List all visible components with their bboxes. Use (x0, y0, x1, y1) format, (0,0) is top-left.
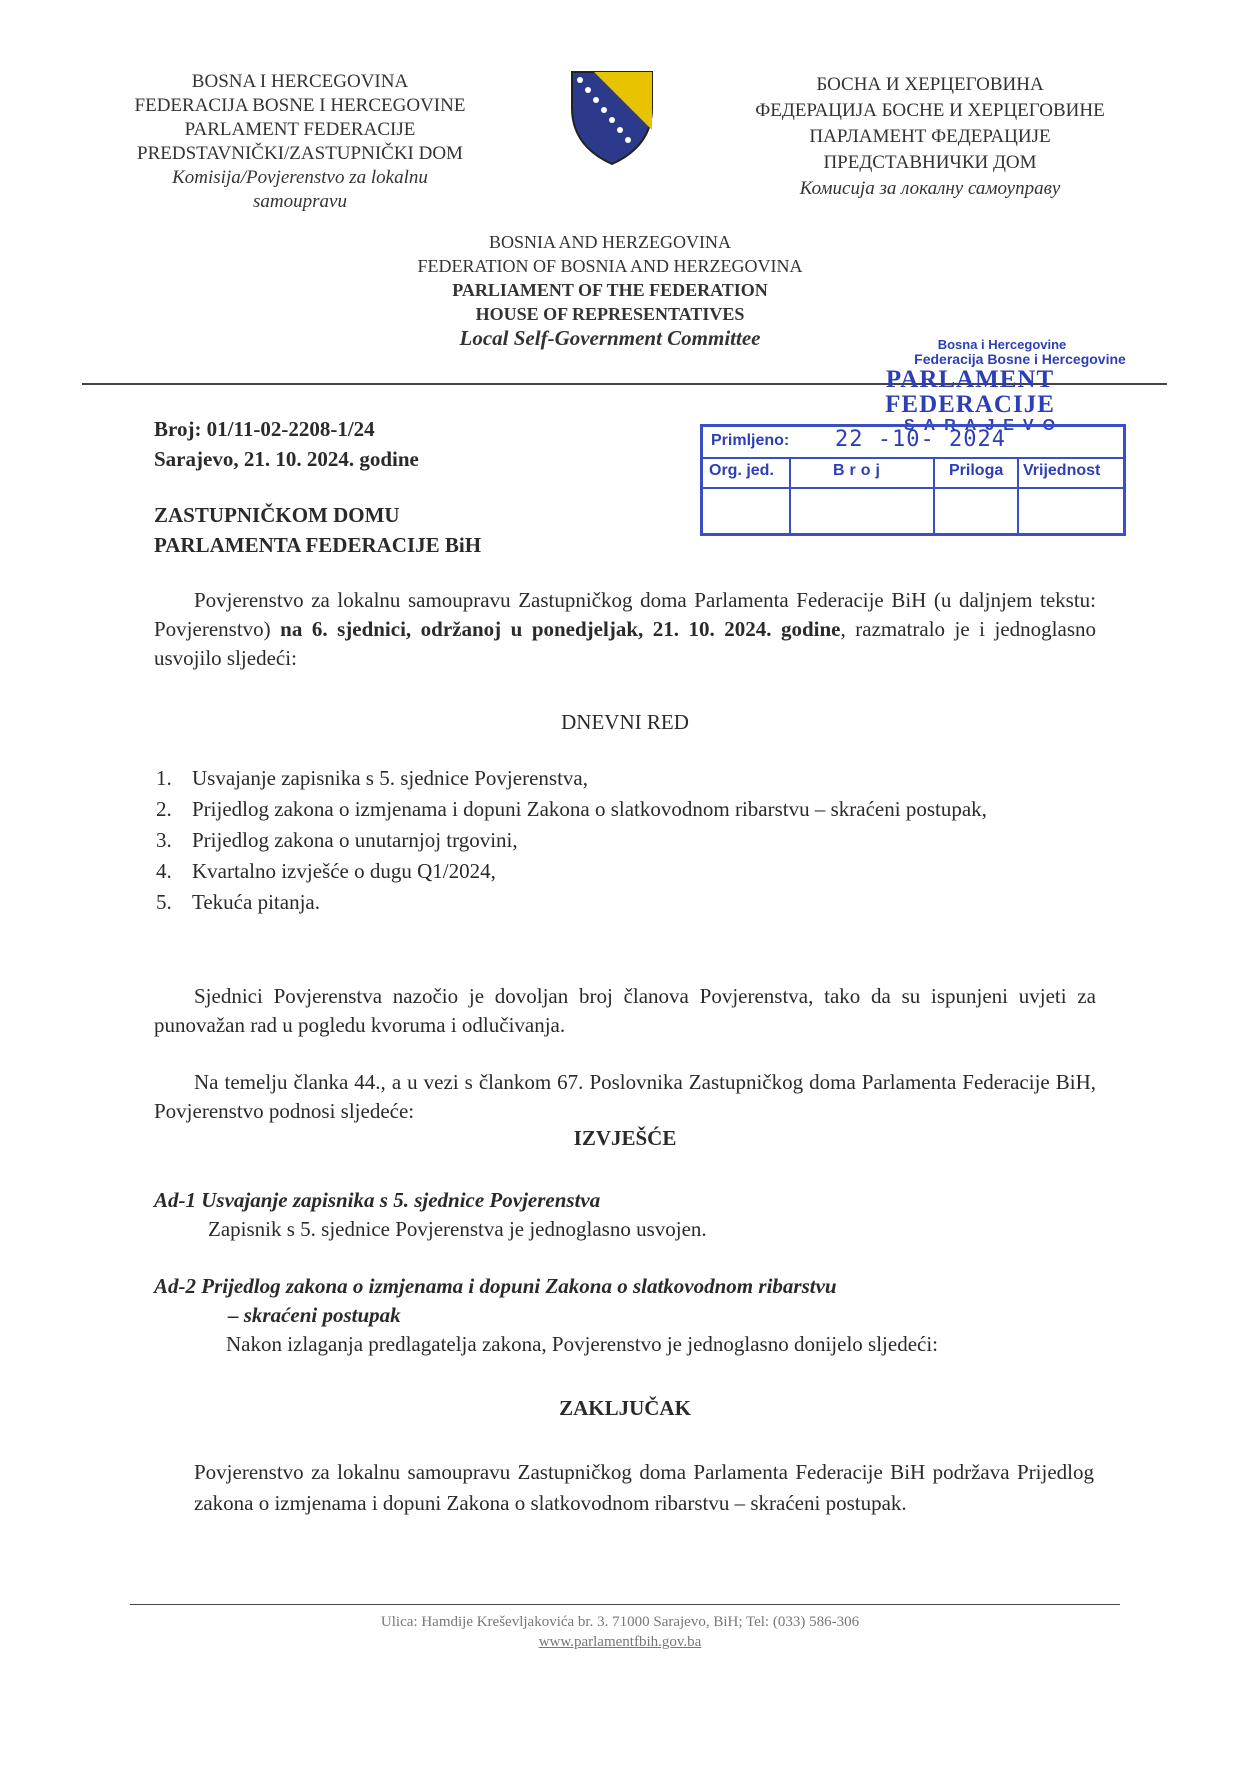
intro-text: Povjerenstvo za lokalnu samoupravu Zastupničkog doma Parlamenta Federacije BiH (u daljnjem tekstu: Povjerenstvo) (154, 588, 1096, 641)
agenda-item-number: 3. (156, 828, 172, 852)
ad1-title: Ad-1 Usvajanje zapisnika s 5. sjednice Povjerenstva (154, 1188, 601, 1212)
agenda-title: DNEVNI RED (561, 710, 689, 734)
stamp-line: SARAJEVO (903, 417, 1065, 434)
received-stamp-header (800, 338, 1140, 435)
agenda-item (152, 764, 1094, 793)
agenda-item-text: Prijedlog zakona o izmjenama i dopuni Zakona o slatkovodnom ribarstvu – skraćeni postupak, (192, 797, 987, 821)
recipient (154, 500, 481, 560)
received-stamp (700, 424, 1126, 536)
quorum-paragraph: Sjednici Povjerenstva nazočio je dovoljan broj članova Povjerenstva, tako da su ispunjeni uvjeti za punovažan rad u pogledu kvoruma i odlučivanja. (154, 984, 1096, 1037)
stamp-col-broj: Broj (833, 462, 885, 479)
intro-paragraph (154, 586, 1096, 673)
recipient-line: PARLAMENTA FEDERACIJE BiH (154, 533, 482, 557)
header-line: БОСНА И ХЕРЦЕГОВИНА (816, 74, 1044, 95)
header-committee: Комисија за локалну самоуправу (799, 178, 1061, 199)
header-line: BOSNA I HERCEGOVINA (191, 71, 409, 92)
header-committee: Komisija/Povjerenstvo za lokalnu (172, 167, 428, 188)
stamp-received-date: 22 -10- 2024 (835, 427, 1006, 452)
coat-of-arms-icon (566, 68, 658, 168)
agenda-item-text: Prijedlog zakona o unutarnjoj trgovini, (192, 828, 518, 852)
header-line: BOSNIA AND HERZEGOVINA (489, 232, 731, 252)
stamp-received-label: Primljeno: (711, 432, 790, 449)
conclusion-title: ZAKLJUČAK (559, 1396, 691, 1420)
header-line: ПАРЛАМЕНТ ФЕДЕРАЦИЈЕ (809, 126, 1051, 147)
stamp-line: Bosna i Hercegovine (937, 337, 1067, 352)
conclusion-paragraph: Povjerenstvo za lokalnu samoupravu Zastupničkog doma Parlamenta Federacije BiH podržava Prijedlog zakona o izmjenama i dopuni Zakona o slatkovodnom ribarstvu – skraćeni postupak. (194, 1460, 1094, 1515)
stamp-col-vrijednost: Vrijednost (1023, 462, 1101, 479)
ad2-text: Nakon izlaganja predlagatelja zakona, Povjerenstvo je jednoglasno donijelo sljedeći: (226, 1332, 939, 1356)
intro-text-end: , razmatralo je i jednoglasno usvojilo sljedeći: (154, 617, 1096, 670)
header-line: PREDSTAVNIČKI/ZASTUPNIČKI DOM (137, 143, 463, 164)
ad1-section (154, 1186, 1054, 1244)
stamp-divider (933, 457, 935, 533)
recipient-line: ZASTUPNIČKOM DOMU (154, 503, 400, 527)
footer (120, 1612, 1120, 1652)
header-line: HOUSE OF REPRESENTATIVES (475, 304, 745, 324)
header-line: ФЕДЕРАЦИЈА БОСНЕ И ХЕРЦЕГОВИНЕ (755, 100, 1105, 121)
agenda-item-number: 1. (156, 766, 172, 790)
agenda-item (152, 795, 1094, 824)
stamp-col-org: Org. jed. (709, 462, 774, 479)
document-reference (154, 414, 419, 474)
header-committee: Local Self-Government Committee (459, 326, 761, 350)
stamp-columns-row (703, 457, 1123, 489)
footer-divider (130, 1604, 1120, 1605)
agenda-item (152, 826, 1094, 855)
header-cyrillic (720, 72, 1140, 202)
document-date: Sarajevo, 21. 10. 2024. godine (154, 447, 419, 471)
ad2-title: Ad-2 Prijedlog zakona o izmjenama i dopuni Zakona o slatkovodnom ribarstvu (154, 1274, 837, 1298)
header-committee-cont: samoupravu (253, 191, 347, 212)
footer-website-link[interactable]: www.parlamentfbih.gov.ba (538, 1634, 702, 1650)
ad2-title-cont: – skraćeni postupak (228, 1303, 401, 1327)
agenda-item (152, 888, 1094, 917)
header-line: FEDERACIJA BOSNE I HERCEGOVINE (134, 95, 466, 116)
stamp-line: PARLAMENT FEDERACIJE (885, 366, 1055, 418)
agenda-list (152, 764, 1094, 919)
stamp-divider (1017, 457, 1019, 533)
header-line: ПРЕДСТАВНИЧКИ ДОМ (823, 152, 1037, 173)
agenda-item-text: Usvajanje zapisnika s 5. sjednice Povjerenstva, (192, 766, 588, 790)
stamp-divider (789, 457, 791, 533)
stamp-received-row (703, 427, 1123, 459)
agenda-item-number: 2. (156, 797, 172, 821)
agenda-item-text: Tekuća pitanja. (192, 890, 320, 914)
report-title: IZVJEŠĆE (573, 1126, 677, 1150)
document-number: Broj: 01/11-02-2208-1/24 (154, 417, 375, 441)
agenda-item-number: 4. (156, 859, 172, 883)
header-english (330, 230, 890, 350)
header-line: PARLIAMENT OF THE FEDERATION (452, 280, 768, 300)
agenda-item-number: 5. (156, 890, 172, 914)
agenda-item (152, 857, 1094, 886)
header-latin (90, 70, 510, 214)
stamp-col-priloga: Priloga (949, 462, 1004, 479)
intro-session: na 6. sjednici, održanoj u ponedjeljak, 21. 10. 2024. godine (280, 617, 841, 641)
header-line: PARLAMENT FEDERACIJE (184, 119, 416, 140)
stamp-line: Federacija Bosne i Hercegovine (914, 351, 1126, 367)
agenda-item-text: Kvartalno izvješće o dugu Q1/2024, (192, 859, 496, 883)
footer-address: Ulica: Hamdije Kreševljakovića br. 3. 71000 Sarajevo, BiH; Tel: (033) 586-306 (380, 1614, 860, 1630)
basis-paragraph: Na temelju članka 44., a u vezi s člankom 67. Poslovnika Zastupničkog doma Parlamenta Federacije BiH, Povjerenstvo podnosi sljedeće: (154, 1070, 1096, 1123)
ad1-text: Zapisnik s 5. sjednice Povjerenstva je jednoglasno usvojen. (208, 1217, 707, 1241)
header-line: FEDERATION OF BOSNIA AND HERZEGOVINA (417, 256, 803, 276)
ad2-section (154, 1272, 1094, 1359)
